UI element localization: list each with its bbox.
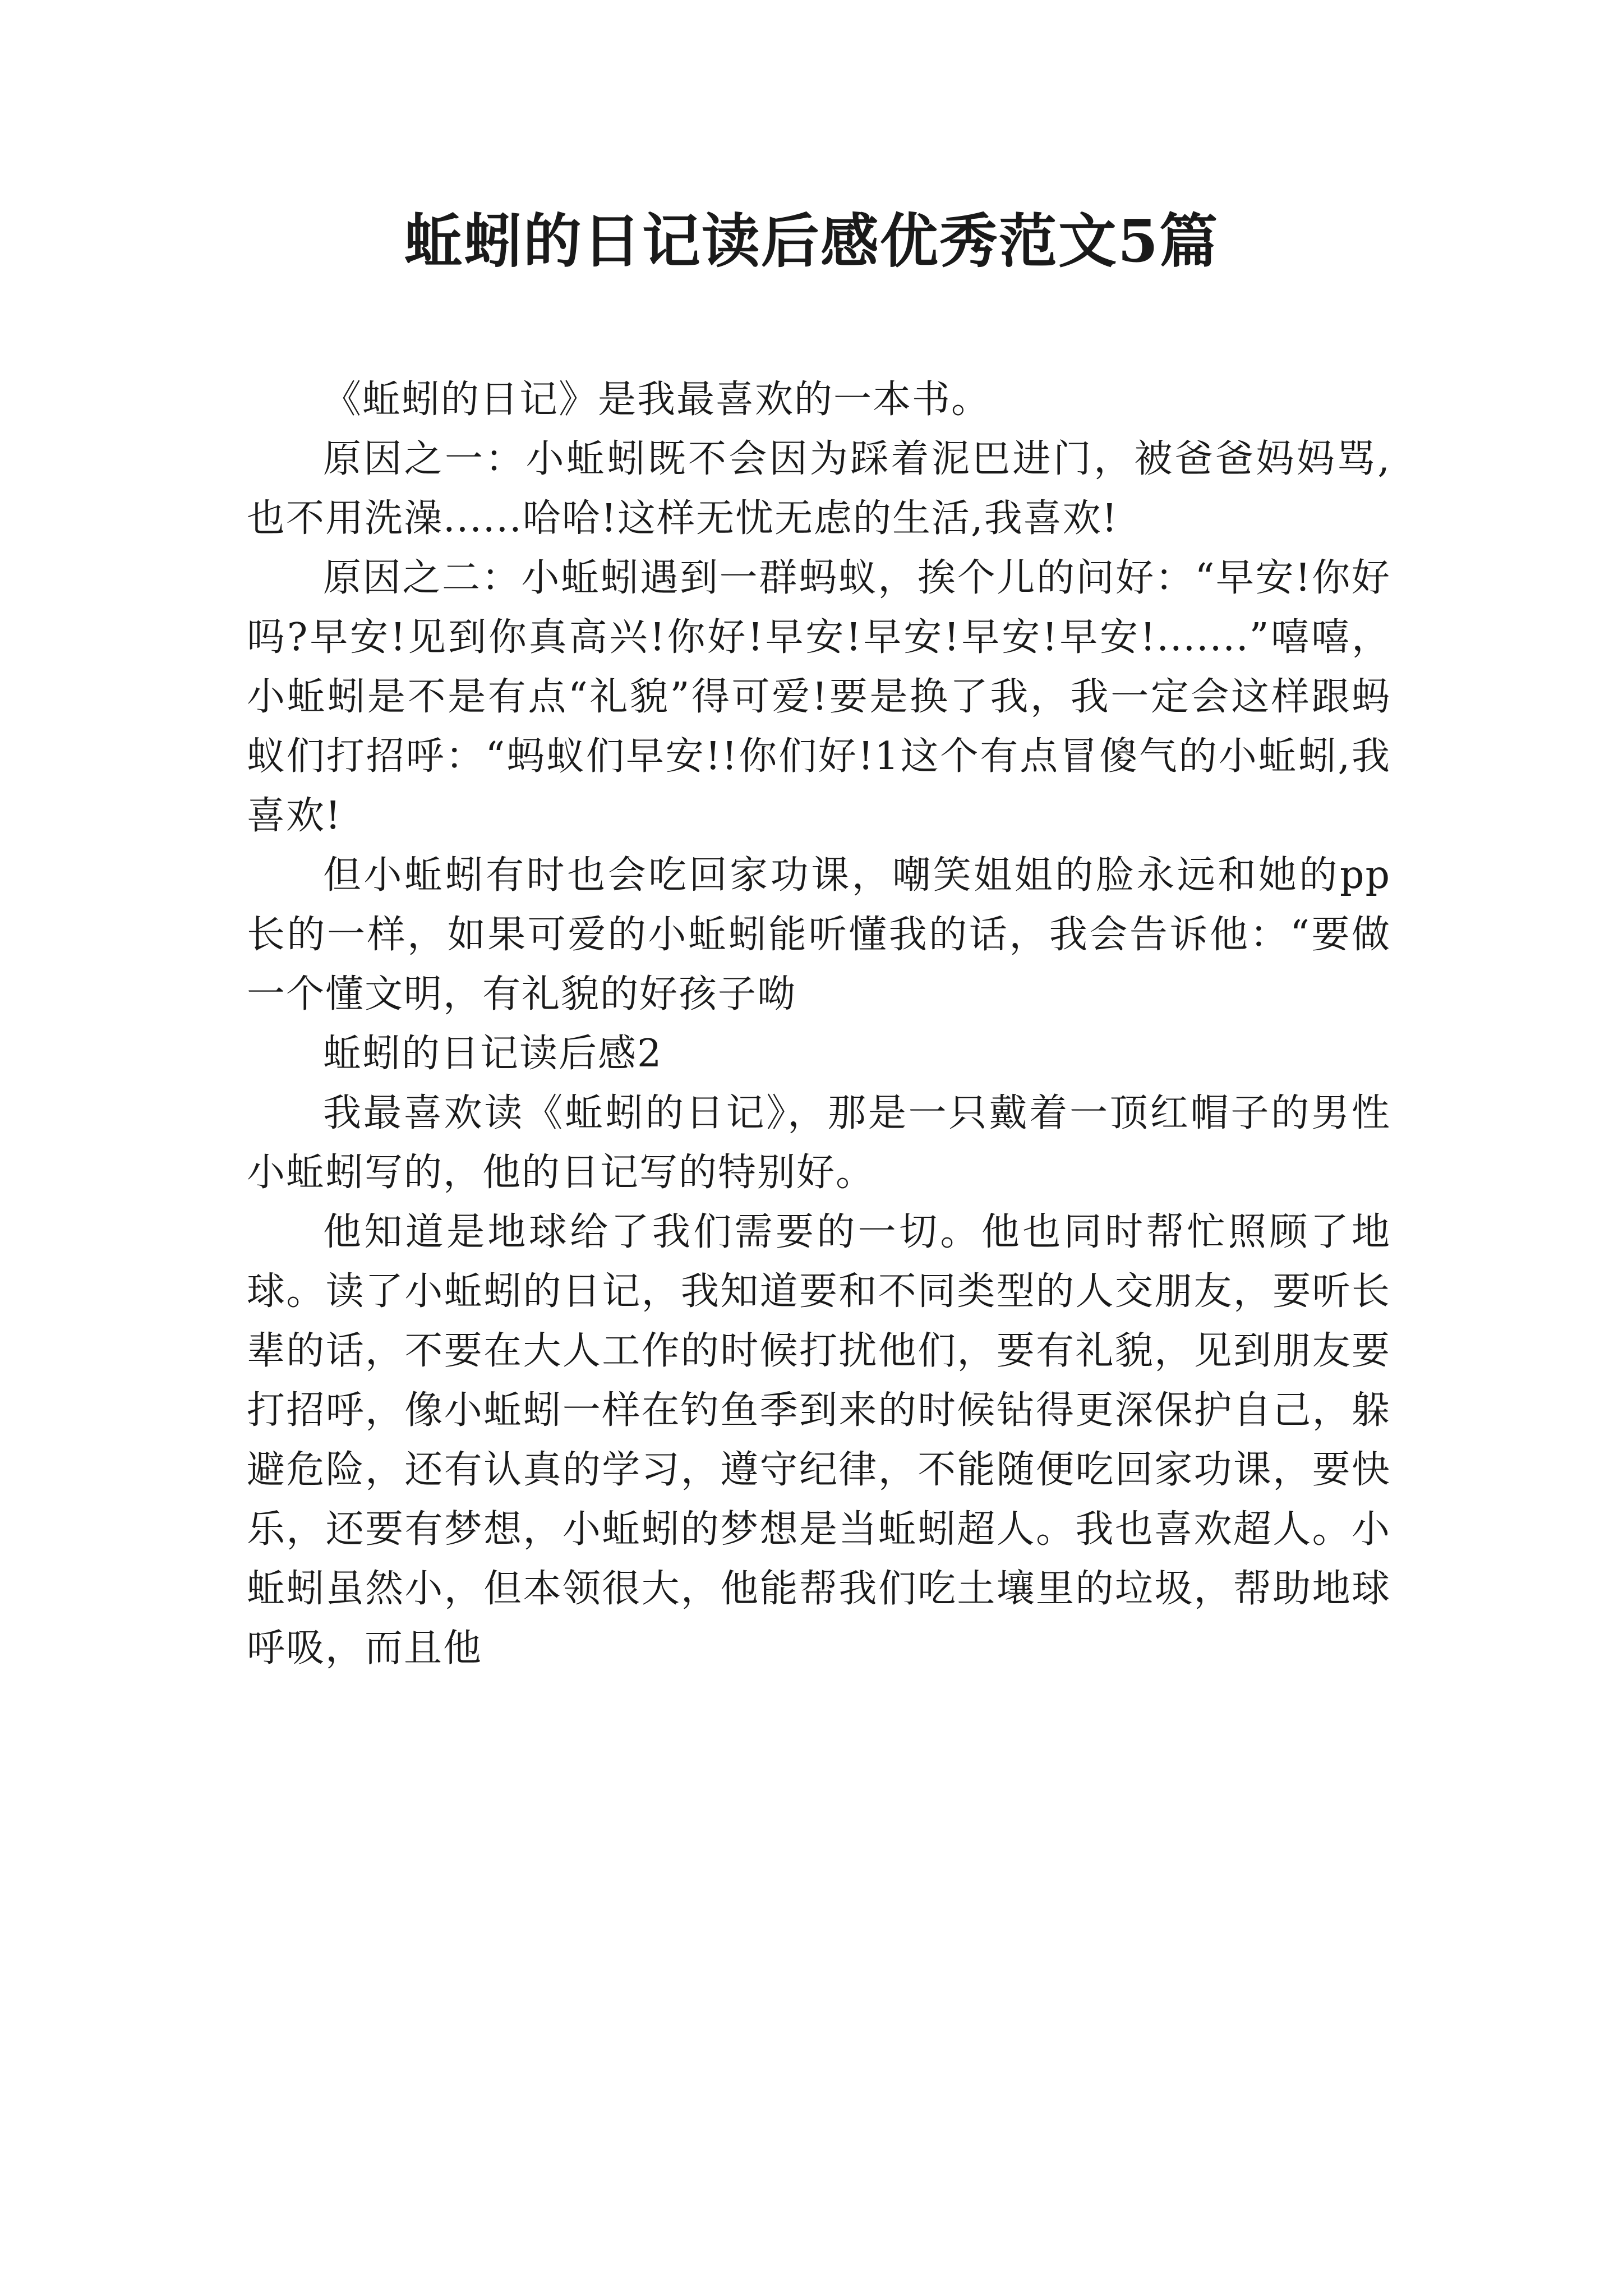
paragraph: 原因之二：小蚯蚓遇到一群蚂蚁，挨个儿的问好：“早安!你好吗?早安!见到你真高兴!你好!早安!早安!早安!早安!.......”嘻嘻，小蚯蚓是不是有点“礼貌”得可爱!要是换了我，我一定会这样跟蚂蚁们打招呼：“蚂蚁们早安!!你们好!1这个有点冒傻气的小蚯蚓,我喜欢! xyxy=(247,556,1391,838)
paragraph: 但小蚯蚓有时也会吃回家功课，嘲笑姐姐的脸永远和她的pp长的一样，如果可爱的小蚯蚓能听懂我的话，我会告诉他：“要做一个懂文明，有礼貌的好孩子呦 xyxy=(247,853,1391,1016)
paragraph: 《蚯蚓的日记》是我最喜欢的一本书。 xyxy=(323,378,991,422)
paragraph: 我最喜欢读《蚯蚓的日记》，那是一只戴着一顶红帽子的男性小蚯蚓写的，他的日记写的特别好。 xyxy=(247,1091,1391,1195)
paragraph: 原因之一：小蚯蚓既不会因为踩着泥巴进门，被爸爸妈妈骂,也不用洗澡......哈哈!这样无忧无虑的生活,我喜欢! xyxy=(247,437,1391,541)
paragraph: 他知道是地球给了我们需要的一切。他也同时帮忙照顾了地球。读了小蚯蚓的日记，我知道要和不同类型的人交朋友，要听长辈的话，不要在大人工作的时候打扰他们，要有礼貌，见到朋友要打招呼，像小蚯蚓一样在钓鱼季到来的时候钻得更深保护自己，躲避危险，还有认真的学习，遵守纪律，不能随便吃回家功课，要快乐，还要有梦想，小蚯蚓的梦想是当蚯蚓超人。我也喜欢超人。小蚯蚓虽然小，但本领很大，他能帮我们吃土壤里的垃圾，帮助地球呼吸，而且他 xyxy=(247,1210,1391,1671)
section-heading: 蚯蚓的日记读后感2 xyxy=(323,1032,663,1076)
document-body xyxy=(247,370,1391,1678)
document-title: 蚯蚓的日记读后感优秀范文5篇 xyxy=(404,206,1219,275)
